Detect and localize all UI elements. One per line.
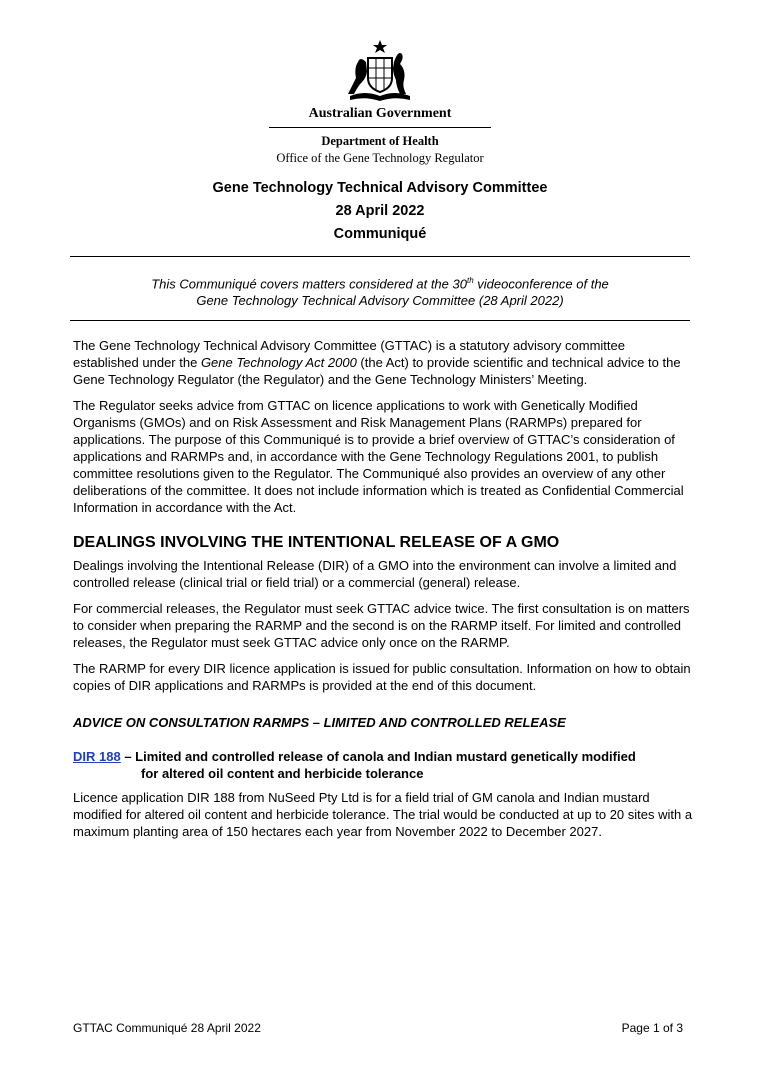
department-name: Department of Health: [321, 134, 439, 148]
paragraph-regulator-advice: The Regulator seeks advice from GTTAC on licence applications to work with Genetically Modified Organisms (GMOs) and on Risk Assessment and Risk Management Plans (RARMPs) prepared for applications. The purpose of this Communiqué is to provide a brief overview of GTTAC’s consideration of applications and RARMPs and, in accordance with the Gene Technology Regulations 2001, to publish committee resolutions given to the Regulator. The Communiqué also provides an overview of any other deliberations of the committee. It does not include information which is treated as Confidential Commercial Information in accordance with the Act.: [73, 398, 684, 515]
bottom-divider: [70, 320, 690, 321]
letterhead: [0, 38, 760, 166]
page-footer: [73, 1021, 683, 1035]
office-name: Office of the Gene Technology Regulator: [276, 151, 484, 165]
document-title-block: [0, 177, 760, 246]
government-name: Australian Government: [308, 106, 452, 121]
dir-188-link[interactable]: DIR 188: [73, 749, 121, 764]
paragraph-text: The Gene Technology Technical Advisory Committee (GTTAC) is a statutory advisory committee established under the: [73, 338, 625, 370]
paragraph-commercial-releases: For commercial releases, the Regulator must seek GTTAC advice twice. The first consultation is on matters to consider when preparing the RARMP and the second is on the RARMP itself. For limited and controlled releases, the Regulator must seek GTTAC advice only once on the RARMP.: [73, 601, 690, 650]
dir-188-title-continued: for altered oil content and herbicide tolerance: [141, 766, 424, 781]
dir-188-title: – Limited and controlled release of canola and Indian mustard genetically modified: [120, 749, 636, 764]
committee-title: Gene Technology Technical Advisory Committee: [212, 180, 548, 196]
page-number: Page 1 of 3: [621, 1021, 683, 1035]
document-body: [73, 337, 693, 849]
intro-note-text: This Communiqué covers matters considered at the 30: [151, 276, 467, 292]
document-type: Communiqué: [333, 226, 427, 242]
intro-note-line1: [70, 272, 690, 292]
paragraph-dir-188-summary: Licence application DIR 188 from NuSeed Pty Ltd is for a field trial of GM canola and Indian mustard modified for altered oil content and herbicide tolerance. The trial would be conducted at up to 20 sites with a maximum planting area of 150 hectares each year from November 2022 to December 2027.: [73, 790, 693, 839]
coat-of-arms-icon: [340, 38, 420, 104]
ordinal-suffix: th: [466, 276, 474, 285]
intro-note: [70, 272, 690, 309]
paragraph-text: (the Act) to provide scientific and technical advice to the Gene Technology Regulator (the Regulator) and the Gene Technology Ministers’ Meeting.: [73, 355, 681, 387]
intro-note-line2: Gene Technology Technical Advisory Committee (28 April 2022): [196, 293, 564, 309]
letterhead-rule: [269, 127, 491, 128]
paragraph-public-consultation: The RARMP for every DIR licence application is issued for public consultation. Information on how to obtain copies of DIR applications and RARMPs is provided at the end of this document.: [73, 661, 691, 693]
intro-note-text: videoconference of the: [473, 276, 609, 292]
section-heading-consultation-rarmps: ADVICE ON CONSULTATION RARMPS – LIMITED AND CONTROLLED RELEASE: [73, 715, 566, 730]
top-divider: [70, 256, 690, 257]
footer-document-name: GTTAC Communiqué 28 April 2022: [73, 1021, 261, 1035]
dir-188-heading: [73, 748, 693, 782]
section-heading-intentional-release: DEALINGS INVOLVING THE INTENTIONAL RELEASE OF A GMO: [73, 534, 560, 551]
paragraph-dir-definition: Dealings involving the Intentional Release (DIR) of a GMO into the environment can involve a limited and controlled release (clinical trial or field trial) or a commercial (general) release.: [73, 558, 677, 590]
act-title: Gene Technology Act 2000: [200, 355, 357, 370]
meeting-date: 28 April 2022: [335, 203, 425, 219]
paragraph-gttac-overview: [73, 337, 693, 388]
